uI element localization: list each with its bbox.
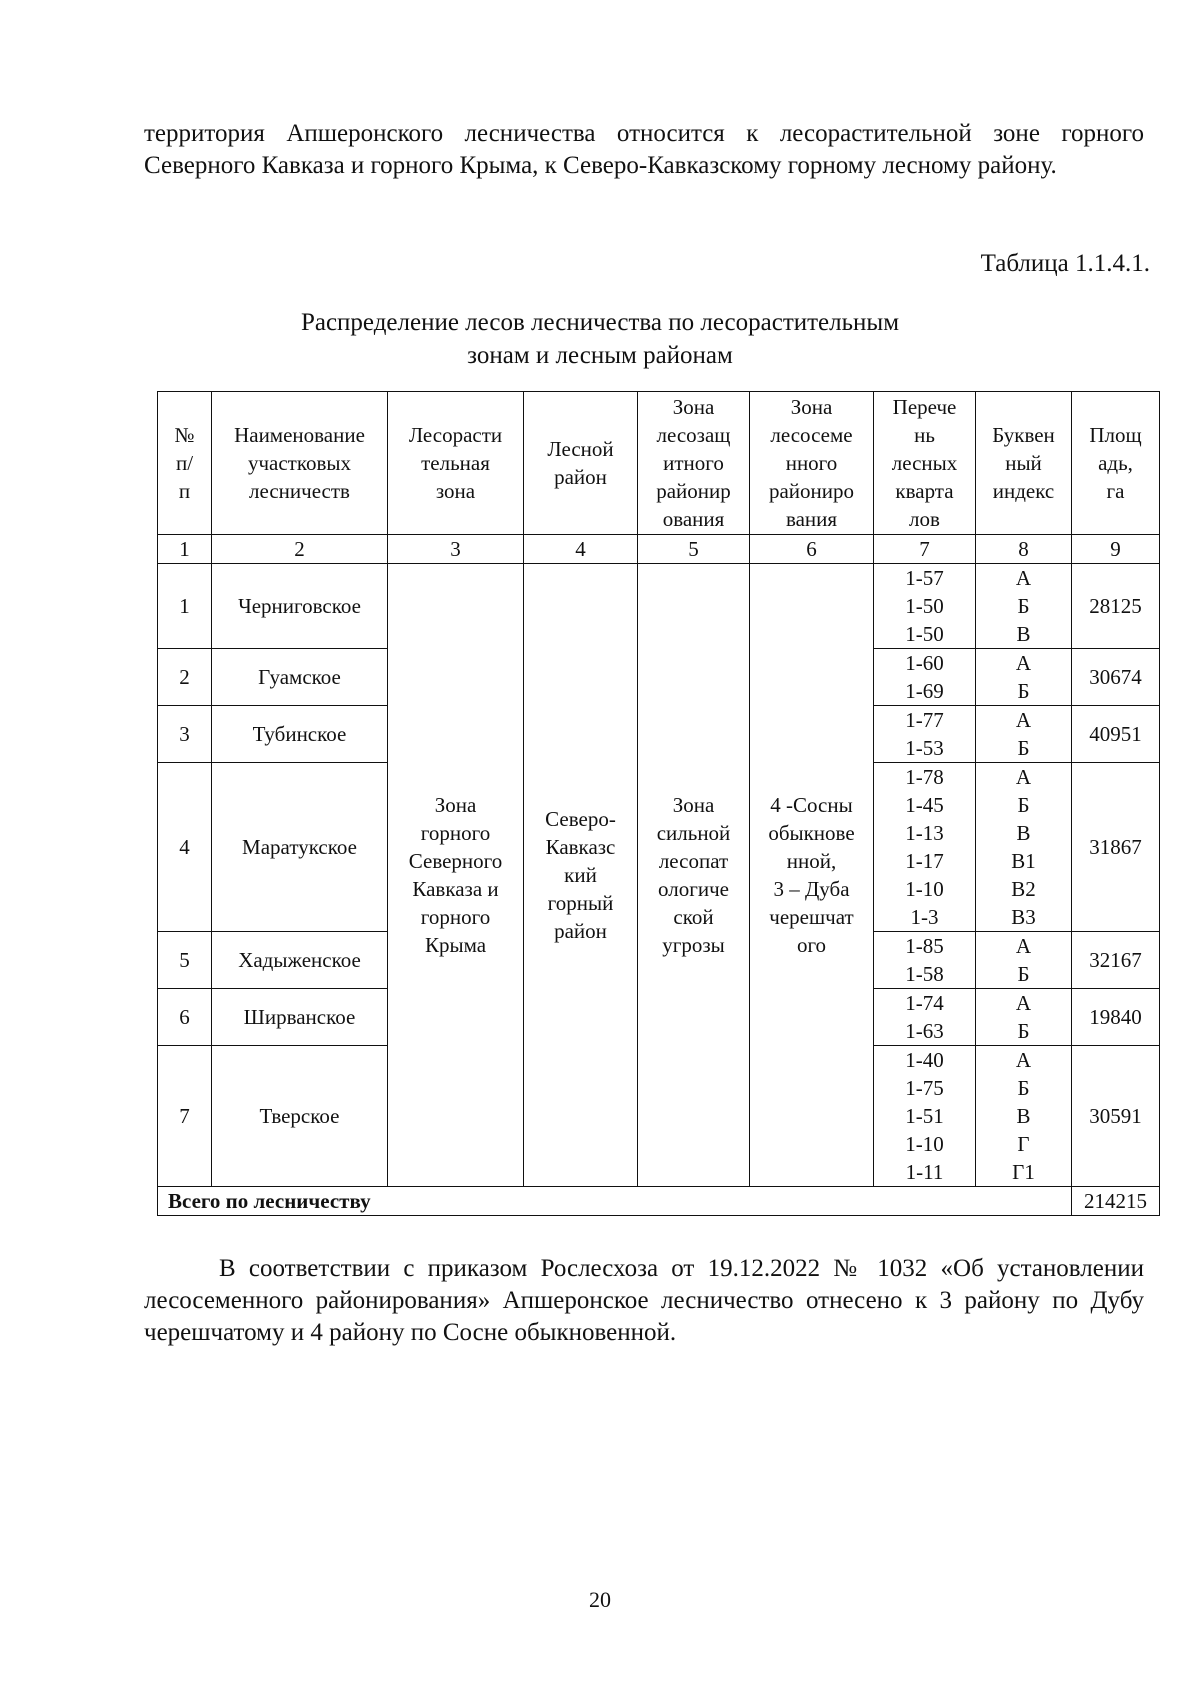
column-number: 6 xyxy=(750,535,874,564)
total-label: Всего по лесничеству xyxy=(158,1187,1072,1216)
header-cell: Буквен ный индекс xyxy=(976,392,1072,535)
column-number: 8 xyxy=(976,535,1072,564)
header-row xyxy=(158,392,1160,535)
row-number: 4 xyxy=(158,763,212,932)
header-cell: Лесорасти тельная зона xyxy=(388,392,524,535)
header-cell: Наименование участковых лесничеств xyxy=(212,392,388,535)
table-title-line-2: зонам и лесным районам xyxy=(467,342,733,369)
letter-index: А Б В В1 В2 В3 xyxy=(976,763,1072,932)
letter-index: А Б xyxy=(976,706,1072,763)
row-number: 2 xyxy=(158,649,212,706)
forestry-name: Ширванское xyxy=(212,989,388,1046)
area-value: 28125 xyxy=(1072,564,1160,649)
area-value: 40951 xyxy=(1072,706,1160,763)
column-number: 1 xyxy=(158,535,212,564)
quarters-list: 1-77 1-53 xyxy=(874,706,976,763)
forestry-name: Тверское xyxy=(212,1046,388,1187)
row-number: 1 xyxy=(158,564,212,649)
header-cell: Зона лесосеме нного райониро вания xyxy=(750,392,874,535)
quarters-list: 1-57 1-50 1-50 xyxy=(874,564,976,649)
quarters-list: 1-40 1-75 1-51 1-10 1-11 xyxy=(874,1046,976,1187)
forestry-name: Хадыженское xyxy=(212,932,388,989)
closing-paragraph: В соответствии с приказом Рослесхоза от 19.12.2022 № 1032 «Об установлении лесосеменного районирования» Апшеронское лесничество отнесено к 3 району по Дубу черешчатому и 4 району по Сосне обыкновенной. xyxy=(144,1255,1144,1346)
header-cell: Площ адь, га xyxy=(1072,392,1160,535)
header-cell: Перече нь лесных кварта лов xyxy=(874,392,976,535)
quarters-list: 1-78 1-45 1-13 1-17 1-10 1-3 xyxy=(874,763,976,932)
letter-index: А Б В Г Г1 xyxy=(976,1046,1072,1187)
forest-district-cell: Северо- Кавказс кий горный район xyxy=(524,564,638,1187)
table-title-line-1: Распределение лесов лесничества по лесорастительным xyxy=(300,309,900,336)
letter-index: А Б В xyxy=(976,564,1072,649)
column-number: 7 xyxy=(874,535,976,564)
column-number: 9 xyxy=(1072,535,1160,564)
forestry-name: Тубинское xyxy=(212,706,388,763)
forestry-name: Маратукское xyxy=(212,763,388,932)
protection-zone-cell: Зона сильной лесопат ологиче ской угрозы xyxy=(638,564,750,1187)
vegetation-zone-cell: Зона горного Северного Кавказа и горного Крыма xyxy=(388,564,524,1187)
forestry-name: Гуамское xyxy=(212,649,388,706)
row-number: 5 xyxy=(158,932,212,989)
column-number-row xyxy=(158,535,1160,564)
quarters-list: 1-74 1-63 xyxy=(874,989,976,1046)
letter-index: А Б xyxy=(976,932,1072,989)
seed-zone-cell: 4 -Сосны обыкнове нной, 3 – Дуба черешчат ого xyxy=(750,564,874,1187)
quarters-list: 1-85 1-58 xyxy=(874,932,976,989)
area-value: 19840 xyxy=(1072,989,1160,1046)
column-number: 2 xyxy=(212,535,388,564)
total-row xyxy=(158,1187,1160,1216)
column-number: 3 xyxy=(388,535,524,564)
quarters-list: 1-60 1-69 xyxy=(874,649,976,706)
area-value: 31867 xyxy=(1072,763,1160,932)
row-number: 7 xyxy=(158,1046,212,1187)
header-cell: Лесной район xyxy=(524,392,638,535)
letter-index: А Б xyxy=(976,989,1072,1046)
row-number: 6 xyxy=(158,989,212,1046)
area-value: 30674 xyxy=(1072,649,1160,706)
intro-paragraph: территория Апшеронского лесничества относится к лесорастительной зоне горного Северного Кавказа и горного Крыма, к Северо-Кавказскому горному лесному району. xyxy=(144,120,1144,179)
header-cell: № п/ п xyxy=(158,392,212,535)
page-number: 20 xyxy=(589,1587,611,1612)
table-row xyxy=(158,564,1160,649)
forestry-name: Черниговское xyxy=(212,564,388,649)
table-number: Таблица 1.1.4.1. xyxy=(980,250,1150,277)
column-number: 4 xyxy=(524,535,638,564)
forest-distribution-table xyxy=(157,391,1160,1216)
letter-index: А Б xyxy=(976,649,1072,706)
header-cell: Зона лесозащ итного районир ования xyxy=(638,392,750,535)
table-title xyxy=(0,306,1200,372)
area-value: 32167 xyxy=(1072,932,1160,989)
area-value: 30591 xyxy=(1072,1046,1160,1187)
total-area: 214215 xyxy=(1072,1187,1160,1216)
row-number: 3 xyxy=(158,706,212,763)
column-number: 5 xyxy=(638,535,750,564)
